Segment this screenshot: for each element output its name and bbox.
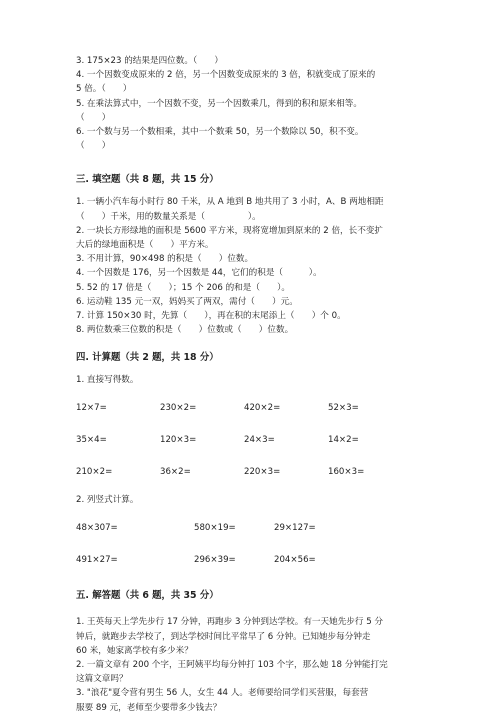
math-item: 29×127= <box>274 523 316 534</box>
math-item: 160×3= <box>328 467 365 478</box>
question-label-vertical-calc: 2. 列竖式计算。 <box>76 495 139 506</box>
section-title-calculation: 四. 计算题（共 2 题，共 18 分） <box>76 352 219 364</box>
text-line: 1. 一辆小汽车每小时行 80 千米，从 A 地到 B 地共用了 3 小时，A、B 两地相距 <box>76 197 384 208</box>
worksheet-page <box>76 54 436 715</box>
text-line: 3. "浪花"夏令营有男生 56 人，女生 44 人。老师要给同学们买营服，每套营 <box>76 688 369 699</box>
math-item: 210×2= <box>76 467 113 478</box>
math-item: 14×2= <box>328 435 359 446</box>
math-item: 120×3= <box>160 435 197 446</box>
text-line: 大后的绿地面积是（ ）平方米。 <box>76 240 214 251</box>
text-line: 6. 一个数与另一个数相乘，其中一个数乘 50，另一个数除以 50，积不变。 <box>76 127 364 138</box>
judge-questions-tail <box>76 54 436 153</box>
text-line: （ ） <box>76 141 111 152</box>
text-line: 8. 两位数乘三位数的积是（ ）位数或（ ）位数。 <box>76 325 294 336</box>
math-item: 230×2= <box>160 403 197 414</box>
math-item: 24×3= <box>244 435 275 446</box>
math-item: 48×307= <box>76 523 118 534</box>
text-line: 钟后，就跑步去学校了，到达学校时间比平常早了 6 分钟。已知她步每分钟走 <box>76 631 371 642</box>
math-item: 36×2= <box>160 467 191 478</box>
section-title-fill-in: 三. 填空题（共 8 题，共 15 分） <box>76 174 219 186</box>
math-item: 35×4= <box>76 435 107 446</box>
text-line: 6. 运动鞋 135 元一双，妈妈买了两双，需付（ ）元。 <box>76 296 298 307</box>
math-item: 491×27= <box>76 555 118 566</box>
text-line: 3. 不用计算，90×498 的积是（ ）位数。 <box>76 254 254 265</box>
math-item: 52×3= <box>328 403 359 414</box>
text-line: 4. 一个因数是 176，另一个因数是 44，它们的积是（ ）。 <box>76 268 322 279</box>
mental-math-grid <box>76 401 436 497</box>
math-item: 296×39= <box>194 555 236 566</box>
text-line: 3. 175×23 的结果是四位数。（ ） <box>76 56 224 66</box>
math-item: 12×7= <box>76 403 107 414</box>
text-line: 5 倍。（ ） <box>76 84 132 95</box>
text-line: 5. 在乘法算式中，一个因数不变，另一个因数乘几，得到的积和原来相等。 <box>76 98 362 109</box>
text-line: 7. 计算 150×30 时，先算（ ），再在积的末尾添上（ ）个 0。 <box>76 311 346 322</box>
math-item: 204×56= <box>274 555 316 566</box>
text-line: 60 米，她家离学校有多少米？ <box>76 645 193 656</box>
text-line: 4. 一个因数变成原来的 2 倍，另一个因数变成原来的 3 倍，积就变成了原来的 <box>76 70 376 81</box>
question-label-mental-math: 1. 直接写得数。 <box>76 375 139 386</box>
text-line: 2. 一篇文章有 200 个字，王阿姨平均每分钟打 103 个字，那么她 18 分钟能打完 <box>76 660 388 671</box>
text-line: （ ）千米，用的数量关系是（ ）。 <box>76 211 261 222</box>
text-line: 服要 89 元，老师至少要带多少钱去？ <box>76 702 222 713</box>
fill-in-questions <box>76 195 436 337</box>
math-item: 220×3= <box>244 467 281 478</box>
text-line: 1. 王英每天上学先步行 17 分钟，再跑步 3 分钟到达学校。有一天她先步行 5 分 <box>76 617 384 628</box>
math-item: 420×2= <box>244 403 281 414</box>
math-item: 580×19= <box>194 523 236 534</box>
text-line: 5. 52 的 17 倍是（ ）；15 个 206 的和是（ ）。 <box>76 282 291 293</box>
text-line: （ ） <box>76 112 111 123</box>
vertical-calc-grid <box>76 521 436 585</box>
section-title-word-problems: 五. 解答题（共 6 题，共 35 分） <box>76 590 219 602</box>
text-line: 这篇文章吗？ <box>76 674 128 685</box>
text-line: 2. 一块长方形绿地的面积是 5600 平方米，现将宽增加到原来的 2 倍，长不变扩 <box>76 225 384 236</box>
word-problems <box>76 615 436 714</box>
